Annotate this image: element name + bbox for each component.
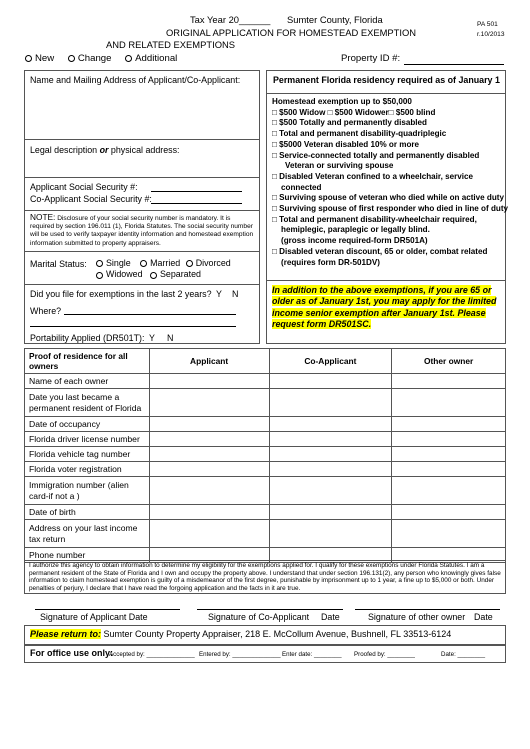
exemption-checklist bbox=[272, 97, 508, 268]
signature-line-coapplicant[interactable] bbox=[197, 609, 343, 610]
table-row bbox=[25, 505, 506, 520]
signature-coapplicant-date: Date bbox=[321, 612, 340, 622]
marital-status-label: Marital Status: bbox=[30, 259, 87, 269]
cell-input[interactable] bbox=[149, 432, 269, 447]
radio-new[interactable]: New bbox=[25, 53, 54, 64]
office-use-accepted-by[interactable]: Accepted by: ______________ bbox=[109, 651, 195, 658]
office-use-entered-by[interactable]: Entered by: ______________ bbox=[199, 651, 281, 658]
form-subtitle: AND RELATED EXEMPTIONS bbox=[106, 39, 236, 50]
cell-input[interactable] bbox=[269, 389, 392, 417]
divider bbox=[24, 210, 260, 211]
cell-input[interactable] bbox=[149, 505, 269, 520]
where-label: Where? bbox=[30, 306, 62, 316]
ssn-coapplicant-field[interactable] bbox=[151, 203, 242, 204]
property-id-label: Property ID #: bbox=[341, 53, 401, 64]
divider bbox=[266, 280, 506, 281]
portability-yes[interactable]: Y bbox=[149, 333, 155, 343]
row-label: Phone number bbox=[25, 548, 150, 563]
office-use-label: For office use only: bbox=[30, 648, 114, 658]
cell-input[interactable] bbox=[149, 477, 269, 505]
table-row bbox=[25, 462, 506, 477]
table-row bbox=[25, 520, 506, 548]
where-field-2[interactable] bbox=[30, 326, 236, 327]
divider bbox=[266, 93, 506, 94]
exemption-item-cont: Veteran or surviving spouse bbox=[285, 161, 394, 171]
cell-input[interactable] bbox=[269, 505, 392, 520]
exemption-item-cont: (requires form DR-501DV) bbox=[281, 257, 380, 267]
divider bbox=[24, 177, 260, 178]
ssn-applicant-label: Applicant Social Security #: bbox=[30, 182, 138, 192]
radio-circle-icon bbox=[125, 55, 132, 62]
radio-circle-icon bbox=[140, 260, 147, 267]
table-row bbox=[25, 447, 506, 462]
col-header-proof: Proof of residence for all owners bbox=[25, 349, 150, 374]
return-address: Please return to: Sumter County Property Appraiser, 218 E. McCollum Avenue, Bushnell, FL 33513-6124 bbox=[30, 629, 452, 639]
property-id-field[interactable] bbox=[404, 64, 504, 65]
radio-divorced[interactable]: Divorced bbox=[186, 258, 231, 268]
cell-input[interactable] bbox=[269, 447, 392, 462]
row-label: Florida driver license number bbox=[25, 432, 150, 447]
ssn-applicant-field[interactable] bbox=[151, 191, 242, 192]
applicant-info-panel bbox=[24, 70, 260, 344]
signature-line-applicant[interactable] bbox=[35, 609, 180, 610]
form-code: PA 501 bbox=[477, 21, 498, 28]
radio-circle-icon bbox=[96, 260, 103, 267]
legal-description-label: Legal description or physical address: bbox=[30, 145, 180, 155]
cell-input[interactable] bbox=[392, 520, 506, 548]
proof-of-residence-table bbox=[24, 348, 506, 563]
cell-input[interactable] bbox=[149, 417, 269, 432]
exemption-item[interactable]: □ $500 Widow □ $500 Widower□ $500 blind bbox=[272, 107, 436, 117]
cell-input[interactable] bbox=[269, 477, 392, 505]
exemption-item-cont: connected bbox=[281, 182, 322, 192]
row-label: Florida vehicle tag number bbox=[25, 447, 150, 462]
office-use-date[interactable]: Date: ________ bbox=[441, 651, 486, 658]
cell-input[interactable] bbox=[392, 462, 506, 477]
exemption-item[interactable]: □ Disabled Veteran confined to a wheelchair, service bbox=[272, 171, 474, 181]
cell-input[interactable] bbox=[149, 447, 269, 462]
radio-separated[interactable]: Separated bbox=[150, 269, 201, 279]
office-use-enter-date[interactable]: Enter date: ________ bbox=[282, 651, 342, 658]
form-revision: r.10/2013 bbox=[477, 31, 505, 38]
office-use-proofed-by[interactable]: Proofed by: ________ bbox=[354, 651, 415, 658]
cell-input[interactable] bbox=[392, 389, 506, 417]
row-label: Address on your last income tax return bbox=[25, 520, 150, 548]
radio-circle-icon bbox=[150, 272, 157, 279]
exemption-item: Homestead exemption up to $50,000 bbox=[272, 97, 412, 106]
cell-input[interactable] bbox=[269, 520, 392, 548]
county-name: Sumter County, Florida bbox=[287, 14, 383, 25]
table-row bbox=[25, 432, 506, 447]
prior-exemptions-no[interactable]: N bbox=[232, 289, 239, 299]
cell-input[interactable] bbox=[149, 389, 269, 417]
exemption-item[interactable]: □ $5000 Veteran disabled 10% or more bbox=[272, 139, 420, 149]
table-row bbox=[25, 477, 506, 505]
col-header-coapplicant: Co-Applicant bbox=[269, 349, 392, 374]
tax-year: Tax Year 20______ bbox=[190, 14, 271, 25]
radio-circle-icon bbox=[186, 260, 193, 267]
cell-input[interactable] bbox=[392, 374, 506, 389]
ssn-disclosure-note: NOTE: Disclosure of your social security number is mandatory. It is required by section 196.011 (1), Florida Statutes. The social security number will be used to verify taxpayer identity information and homestead exemption information submitted to property appraisers. bbox=[30, 212, 254, 247]
radio-married[interactable]: Married bbox=[140, 258, 180, 268]
signature-other-date: Date bbox=[474, 612, 493, 622]
cell-input[interactable] bbox=[392, 447, 506, 462]
exemption-item[interactable]: □ $500 Totally and permanently disabled bbox=[272, 118, 427, 128]
cell-input[interactable] bbox=[392, 477, 506, 505]
cell-input[interactable] bbox=[392, 432, 506, 447]
row-label: Name of each owner bbox=[25, 374, 150, 389]
where-field[interactable] bbox=[64, 314, 236, 315]
marital-status-options bbox=[96, 258, 231, 281]
exemption-item[interactable]: □ Surviving spouse of veteran who died while on active duty bbox=[272, 193, 505, 203]
cell-input[interactable] bbox=[149, 374, 269, 389]
signature-line-other[interactable] bbox=[355, 609, 500, 610]
exemption-item[interactable]: □ Total and permanent disability-wheelchair required, bbox=[272, 214, 477, 224]
divider bbox=[24, 139, 260, 140]
exemption-item[interactable]: □ Surviving spouse of first responder who died in line of duty bbox=[272, 204, 509, 214]
col-header-applicant: Applicant bbox=[149, 349, 269, 374]
authorization-statement: I authorize this agency to obtain information to determine my eligibility for the exemptions applied for. I qualify for these exemptions under Florida Statutes. I am a permanent resident of the State of Florida and I own and occupy the property above. I understand that under section 196.131(2), any person who knowingly gives false information to claim homestead exemption is guilty of a misdemeanor of the first degree, punishable by imprisonment up to 1 year, a fine up to $5,000 or both. Under penalties of perjury, I declare that I have read the forgoing application and the facts in it are true. bbox=[29, 562, 501, 592]
divider bbox=[24, 284, 260, 285]
row-label: Immigration number (alien card-if not a ) bbox=[25, 477, 150, 505]
residency-heading: Permanent Florida residency required as of January 1 bbox=[273, 75, 500, 85]
radio-circle-icon bbox=[68, 55, 75, 62]
exemption-item[interactable]: □ Service-connected totally and permanently disabled bbox=[272, 150, 480, 160]
signature-other-label: Signature of other owner bbox=[368, 612, 466, 622]
radio-additional[interactable]: Additional bbox=[125, 53, 177, 64]
cell-input[interactable] bbox=[269, 417, 392, 432]
table-row bbox=[25, 374, 506, 389]
application-type-group bbox=[25, 53, 177, 64]
divider bbox=[24, 251, 260, 252]
senior-exemption-note: In addition to the above exemptions, if you are 65 or older as of January 1st, you may apply for the limited income senior exemption after January 1st. Please request form DR501SC. bbox=[272, 285, 497, 330]
radio-single[interactable]: Single bbox=[96, 258, 131, 268]
row-label: Florida voter registration bbox=[25, 462, 150, 477]
exemption-item[interactable]: □ Disabled veteran discount, 65 or older, combat related bbox=[272, 246, 488, 256]
radio-change[interactable]: Change bbox=[68, 53, 112, 64]
form-title: ORIGINAL APPLICATION FOR HOMESTEAD EXEMPTION bbox=[166, 27, 417, 38]
cell-input[interactable] bbox=[149, 520, 269, 548]
radio-circle-icon bbox=[25, 55, 32, 62]
exemption-item[interactable]: □ Total and permanent disability-quadriplegic bbox=[272, 129, 447, 139]
exemption-item-cont: (gross income required-form DR501A) bbox=[281, 236, 428, 246]
name-address-field[interactable] bbox=[30, 134, 250, 135]
ssn-coapplicant-label: Co-Applicant Social Security #: bbox=[30, 194, 152, 204]
table-row bbox=[25, 389, 506, 417]
cell-input[interactable] bbox=[269, 374, 392, 389]
radio-circle-icon bbox=[96, 272, 103, 279]
cell-input[interactable] bbox=[269, 432, 392, 447]
portability-no[interactable]: N bbox=[167, 333, 174, 343]
table-row bbox=[25, 417, 506, 432]
prior-exemptions-yes[interactable]: Y bbox=[216, 289, 222, 299]
row-label: Date of occupancy bbox=[25, 417, 150, 432]
cell-input[interactable] bbox=[149, 462, 269, 477]
signature-applicant-label: Signature of Applicant Date bbox=[40, 612, 148, 622]
signature-coapplicant-label: Signature of Co-Applicant bbox=[208, 612, 310, 622]
prior-exemptions-question: Did you file for exemptions in the last 2 years? bbox=[30, 289, 212, 299]
portability-label: Portability Applied (DR501T): bbox=[30, 333, 145, 343]
exemption-item-cont: hemiplegic, paraplegic or legally blind. bbox=[281, 225, 430, 235]
cell-input[interactable] bbox=[269, 462, 392, 477]
cell-input[interactable] bbox=[392, 417, 506, 432]
radio-widowed[interactable]: Widowed bbox=[96, 269, 143, 279]
name-address-label: Name and Mailing Address of Applicant/Co-Applicant: bbox=[30, 75, 241, 85]
row-label: Date of birth bbox=[25, 505, 150, 520]
return-label: Please return to: bbox=[30, 629, 102, 639]
row-label: Date you last became a permanent resident of Florida bbox=[25, 389, 150, 417]
col-header-other-owner: Other owner bbox=[392, 349, 506, 374]
cell-input[interactable] bbox=[392, 505, 506, 520]
